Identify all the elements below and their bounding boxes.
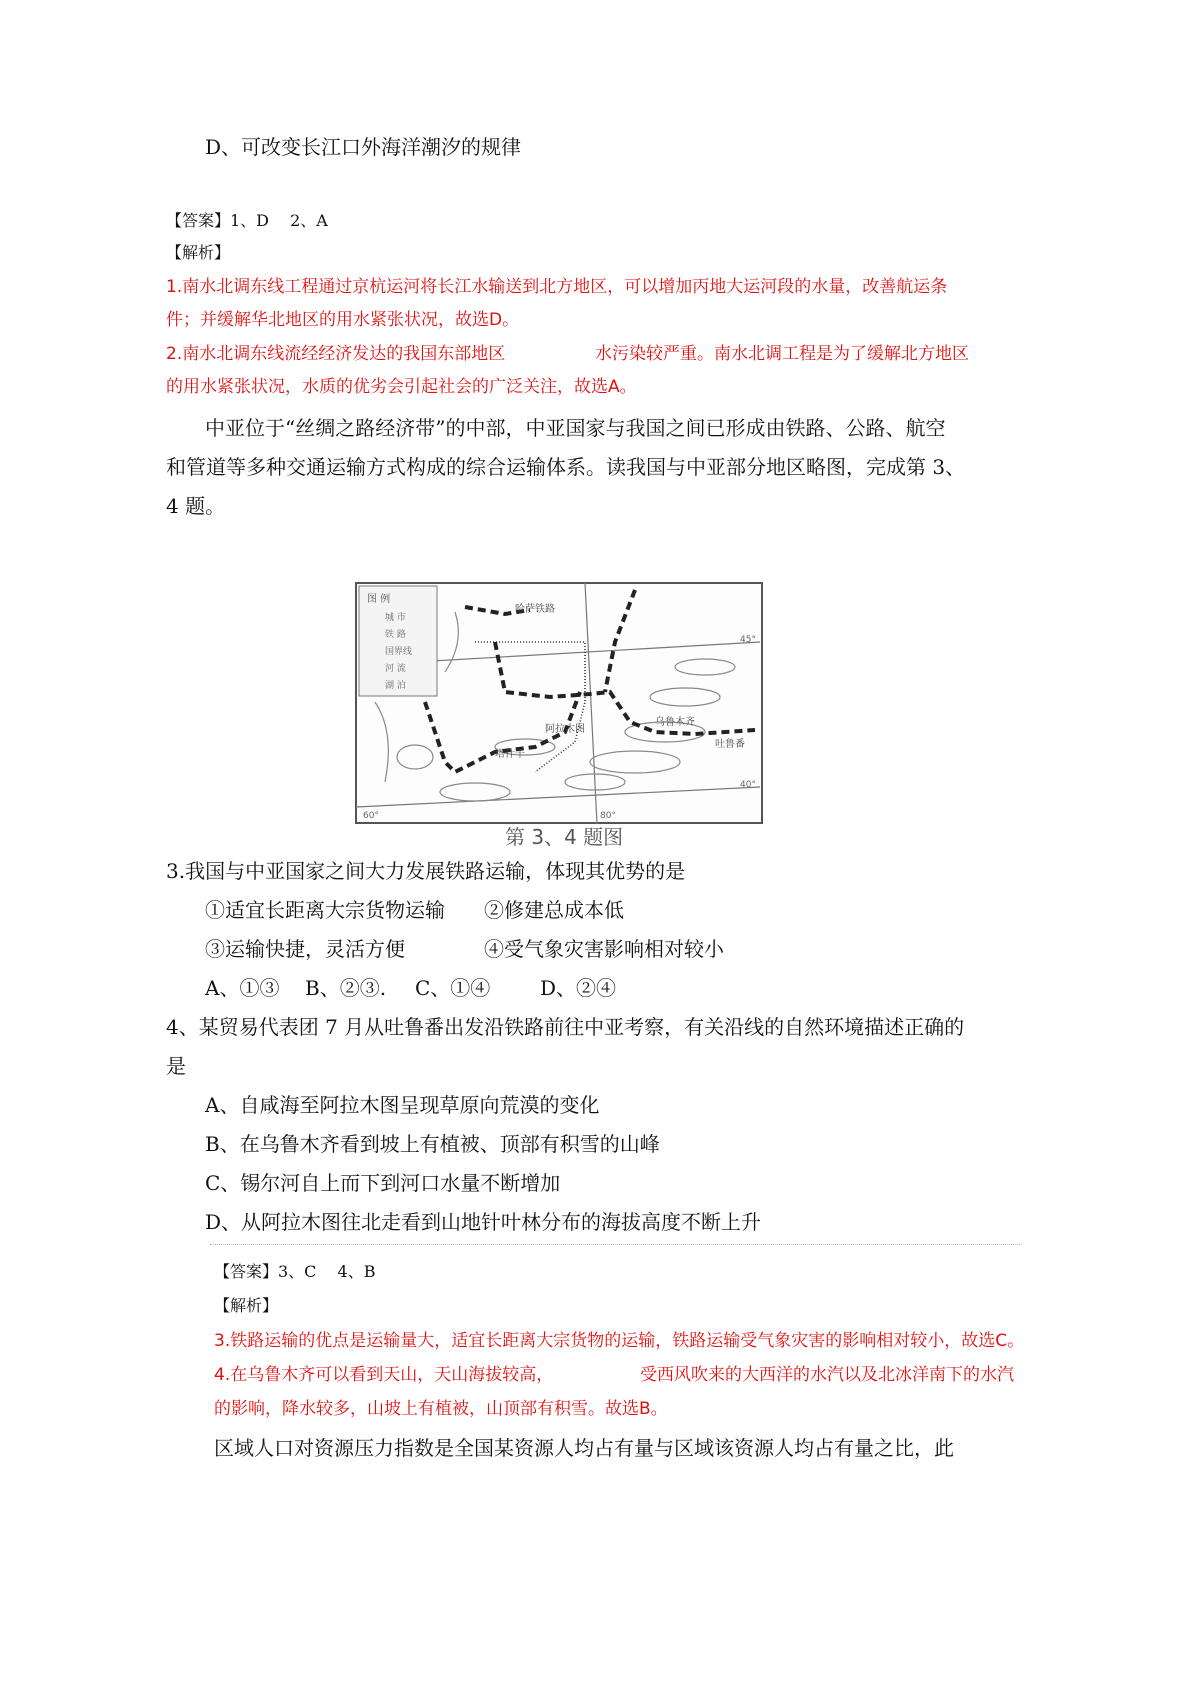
q3-choice-b: B、②③.	[305, 976, 387, 1000]
label-turpan: 吐鲁番	[715, 739, 745, 750]
q4-stem-1: 4、某贸易代表团 7 月从吐鲁番出发沿铁路前往中亚考察，有关沿线的自然环境描述正确的	[166, 1015, 965, 1039]
analysis-4-line-a2: 受西风吹来的大西洋的水汽以及北冰洋南下的水汽	[640, 1365, 1014, 1385]
legend-item-railway: 铁 路	[385, 630, 406, 640]
analysis-2-line-a: 2.南水北调东线流经经济发达的我国东部地区	[166, 344, 506, 364]
q3-opt-1: ①适宜长距离大宗货物运输	[205, 898, 445, 922]
section-divider	[210, 1244, 1020, 1245]
legend-item-border: 国界线	[385, 647, 413, 657]
analysis-1-line-b: 件；并缓解华北地区的用水紧张状况，故选D。	[166, 310, 520, 330]
q3-choice-d: D、②④	[540, 976, 617, 1000]
label-kazakh-rail: 哈萨铁路	[515, 604, 555, 615]
legend-item-city: 城 市	[385, 613, 406, 623]
q4-option-a: A、自咸海至阿拉木图呈现草原向荒漠的变化	[205, 1093, 600, 1117]
label-tashkent: 塔什干	[495, 749, 525, 760]
analysis-4-line-a1: 4.在乌鲁木齐可以看到天山，天山海拔较高，	[214, 1365, 554, 1385]
analysis-label-1: 【解析】	[166, 243, 231, 262]
q2-option-d: D、可改变长江口外海洋潮汐的规律	[205, 135, 522, 159]
analysis-1-line-a: 1.南水北调东线工程通过京杭运河将长江水输送到北方地区，可以增加丙地大运河段的水量，改善航运条	[166, 277, 948, 297]
answer-2: 【答案】3、C 4、B	[214, 1262, 376, 1281]
central-asia-map	[355, 582, 765, 847]
q4-option-c: C、锡尔河自上而下到河口水量不断增加	[205, 1171, 561, 1195]
intro-line-3: 4 题。	[166, 494, 226, 518]
label-urumqi: 乌鲁木齐	[655, 717, 695, 728]
analysis-2-line-b: 的用水紧张状况，水质的优劣会引起社会的广泛关注，故选A。	[166, 377, 637, 397]
next-paragraph: 区域人口对资源压力指数是全国某资源人均占有量与区域该资源人均占有量之比，此	[214, 1436, 954, 1460]
q3-choice-c: C、①④	[415, 976, 491, 1000]
label-lat-40: 40°	[740, 780, 756, 790]
label-lat-45: 45°	[740, 635, 756, 645]
label-lon-60: 60°	[363, 811, 379, 821]
q3-opt-2: ②修建总成本低	[484, 898, 624, 922]
q3-stem: 3.我国与中亚国家之间大力发展铁路运输，体现其优势的是	[166, 859, 686, 883]
q4-stem-2: 是	[166, 1054, 186, 1078]
legend-item-river: 河 流	[385, 664, 406, 674]
label-lon-80: 80°	[600, 811, 616, 821]
q3-opt-3: ③运输快捷，灵活方便	[205, 937, 405, 961]
analysis-3: 3.铁路运输的优点是运输量大，适宜长距离大宗货物的运输，铁路运输受气象灾害的影响相对较小，故选C。	[214, 1331, 1025, 1351]
q3-opt-4: ④受气象灾害影响相对较小	[484, 937, 724, 961]
label-almaty: 阿拉木图	[545, 724, 585, 735]
legend-item-lake: 湖 泊	[385, 681, 406, 691]
legend-title: 图 例	[367, 594, 391, 605]
analysis-2-line-a2: 水污染较严重。南水北调工程是为了缓解北方地区	[595, 344, 969, 364]
q3-choice-a: A、①③	[205, 976, 280, 1000]
map-caption: 第 3、4 题图	[505, 825, 624, 847]
answer-1: 【答案】1、D 2、A	[166, 211, 328, 230]
analysis-label-2: 【解析】	[214, 1296, 279, 1315]
q4-option-d: D、从阿拉木图往北走看到山地针叶林分布的海拔高度不断上升	[205, 1210, 762, 1234]
intro-line-2: 和管道等多种交通运输方式构成的综合运输体系。读我国与中亚部分地区略图，完成第 3、	[166, 455, 966, 479]
intro-line-1: 中亚位于“丝绸之路经济带”的中部，中亚国家与我国之间已形成由铁路、公路、航空	[205, 416, 946, 440]
analysis-4-line-b: 的影响，降水较多，山坡上有植被，山顶部有积雪。故选B。	[214, 1399, 668, 1419]
q4-option-b: B、在乌鲁木齐看到坡上有植被、顶部有积雪的山峰	[205, 1132, 660, 1156]
